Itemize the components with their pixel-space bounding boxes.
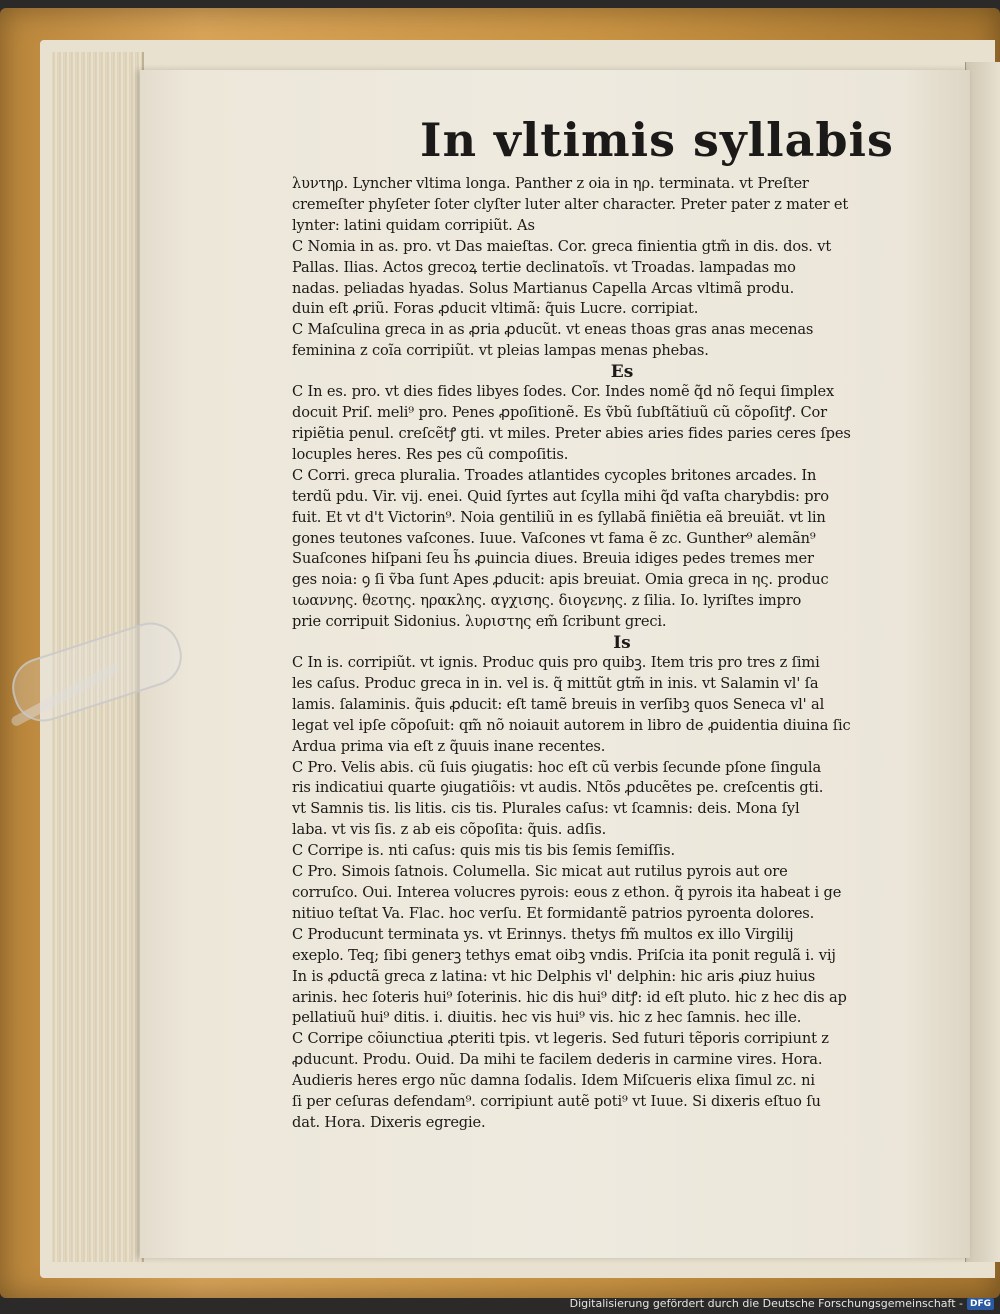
section-heading: Es: [610, 362, 634, 383]
text-line: nitiuo teſtat Va. Flac. hoc verſu. Et formidantẽ patrios pyroenta dolores.: [292, 904, 815, 922]
text-line: vt Samnis tis. lis litis. cis tis. Plurales caſus: vt ſcamnis: deis. Mona ſyl: [292, 800, 800, 818]
text-line: gones teutones vaſcones. Iuue. Vaſcones vt fama ẽ zc. Gunther⁹ alemãn⁹: [292, 529, 816, 547]
text-line: Suaſcones hiſpani ſeu h̃s ꝓuincia diues. Breuia idiges pedes tremes mer: [292, 550, 814, 568]
text-line: ges noia: ꝯ ſi ṽba ſunt Apes ꝓducit: apis breuiat. Omia greca in ης. produc: [292, 571, 829, 589]
text-line: ris indicatiui quarte ꝯiugatiõis: vt audis. Ntõs ꝓducẽtes pe. creſcentis gti.: [292, 779, 824, 797]
text-lines: [292, 174, 952, 1134]
text-line: nadas. peliadas hyadas. Solus Martianus Capella Arcas vltimã produ.: [292, 279, 795, 297]
footer: [570, 1297, 994, 1310]
text-line: feminina z coĩa corripiũt. vt pleias lampas menas phebas.: [292, 342, 709, 360]
text-line: C Pro. Simois ſatnois. Columella. Sic micat aut rutilus pyrois aut ore: [292, 863, 788, 881]
text-line: C In es. pro. vt dies fides libyes ſodes. Cor. Indes nomẽ q̃d nõ ſequi ſimplex: [292, 383, 835, 401]
text-line: cremeſter phyſeter ſoter clyſter luter alter character. Preter pater z mater et: [292, 195, 849, 213]
text-line: C Producunt terminata ys. vt Erinnys. thetys fm̃ multos ex illo Virgilij: [292, 925, 794, 943]
page-text: [292, 112, 952, 1134]
text-line: corruſco. Oui. Interea volucres pyrois: eous z ethon. q̃ pyrois ita habeat i ge: [292, 884, 842, 901]
text-line: legat vel ipſe cõpoſuit: qm̃ nõ noiauit autorem in libro de ꝓuidentia diuina ſic: [292, 716, 851, 734]
text-line: les caſus. Produc greca in in. vel is. q̃ mittũt gtm̃ in inis. vt Salamin vl' ſa: [292, 674, 819, 692]
text-line: λυντηρ. Lyncher vltima longa. Panther z oia in ηρ. terminata. vt Preſter: [292, 175, 809, 192]
text-line: C Corripe is. nti caſus: quis mis tis bis ſemis ſemiſſis.: [292, 842, 675, 860]
text-line: ιωαννης. θεοτης. ηρακλης. αγχισης. διογενης. z ſilia. Io. lyriſtes impro: [292, 592, 802, 610]
text-line: fuit. Et vt d't Victorin⁹. Noia gentiliũ in es ſyllabã finiẽtia eã breuiãt. vt lin: [292, 508, 826, 526]
section-heading: Is: [613, 633, 631, 654]
text-line: C Maſculina greca in as ꝓria ꝓducũt. vt eneas thoas gras anas mecenas: [292, 321, 814, 339]
text-line: exeplo. Teq; ſibi generꝫ tethys emat oibꝫ vndis. Priſcia ita ponit regulã i. vij: [292, 946, 836, 964]
text-line: arinis. hec ſoteris hui⁹ ſoterinis. hic dis hui⁹ ditꝭ: id eſt pluto. hic z hec dis ap: [292, 988, 847, 1006]
text-line: lamis. ſalaminis. q̃uis ꝓducit: eſt tamẽ breuis in verſibꝫ quos Seneca vl' al: [292, 695, 825, 713]
text-line: ſi per ceſuras defendam⁹. corripiunt autẽ poti⁹ vt Iuue. Si dixeris eſtuo ſu: [292, 1093, 821, 1111]
text-line: Ardua prima via eſt z q̃uuis inane recentes.: [292, 737, 606, 755]
text-line: locuples heres. Res pes cũ compoſitis.: [292, 445, 569, 463]
text-line: terdũ pdu. Vir. vij. enei. Quid ſyrtes aut ſcylla mihi q̃d vaſta charybdis: pro: [292, 487, 829, 505]
text-line: docuit Priſ. meli⁹ pro. Penes ꝓpoſitionẽ. Es ṽbũ ſubſtãtiuũ cũ cõpoſitꝭ. Cor: [292, 404, 827, 422]
text-line: C In is. corripiũt. vt ignis. Produc quis pro quibꝫ. Item tris pro tres z ſimi: [292, 654, 820, 672]
text-line: ꝓducunt. Produ. Ouid. Da mihi te facilem dederis in carmine vires. Hora.: [292, 1051, 823, 1069]
text-line: laba. vt vis ſis. z ab eis cõpoſita: q̃uis. adſis.: [292, 821, 607, 839]
footer-text: Digitalisierung gefördert durch die Deutsche Forschungsgemeinschaft -: [569, 1297, 963, 1310]
text-line: dat. Hora. Dixeris egregie.: [292, 1113, 486, 1131]
text-line: C Corri. greca pluralia. Troades atlantides cycoples britones arcades. In: [292, 466, 817, 484]
text-line: pellatiuũ hui⁹ ditis. i. diuitis. hec vis hui⁹ vis. hic z hec ſamnis. hec ille.: [292, 1009, 802, 1027]
text-line: duin eſt ꝓriũ. Foras ꝓducit vltimã: q̃uis Lucre. corripiat.: [292, 300, 699, 318]
dfg-logo-icon: DFG: [967, 1298, 994, 1310]
text-line: C Pro. Velis abis. cũ ſuis ꝯiugatis: hoc eſt cũ verbis ſecunde pſone ſingula: [292, 758, 821, 776]
facing-page-edge: [965, 62, 1000, 1262]
text-line: prie corripuit Sidonius. λυριστης em̃ ſcribunt greci.: [292, 613, 667, 631]
text-line: C Nomia in as. pro. vt Das maieſtas. Cor. greca finientia gtm̃ in dis. dos. vt: [292, 237, 832, 255]
text-line: Pallas. Ilias. Actos grecoꝝ tertie declinatoĩs. vt Troadas. lampadas mo: [292, 258, 796, 276]
text-line: Audieris heres ergo nũc damna ſodalis. Idem Miſcueris elixa ſimul zc. ni: [292, 1072, 815, 1090]
text-line: ripiẽtia penul. creſcẽtꝭ gti. vt miles. Preter abies aries fides paries ceres ſpes: [292, 424, 851, 442]
text-line: In is ꝓductã greca z latina: vt hic Delphis vl' delphin: hic aris ꝓiuz huius: [292, 967, 816, 985]
text-line: C Corripe cõiunctiua ꝓteriti tpis. vt legeris. Sed futuri tẽporis corripiunt z: [292, 1030, 829, 1048]
text-line: lynter: latini quidam corripiũt. As: [292, 216, 535, 234]
page-heading: In vltimis syllabis: [420, 113, 894, 167]
